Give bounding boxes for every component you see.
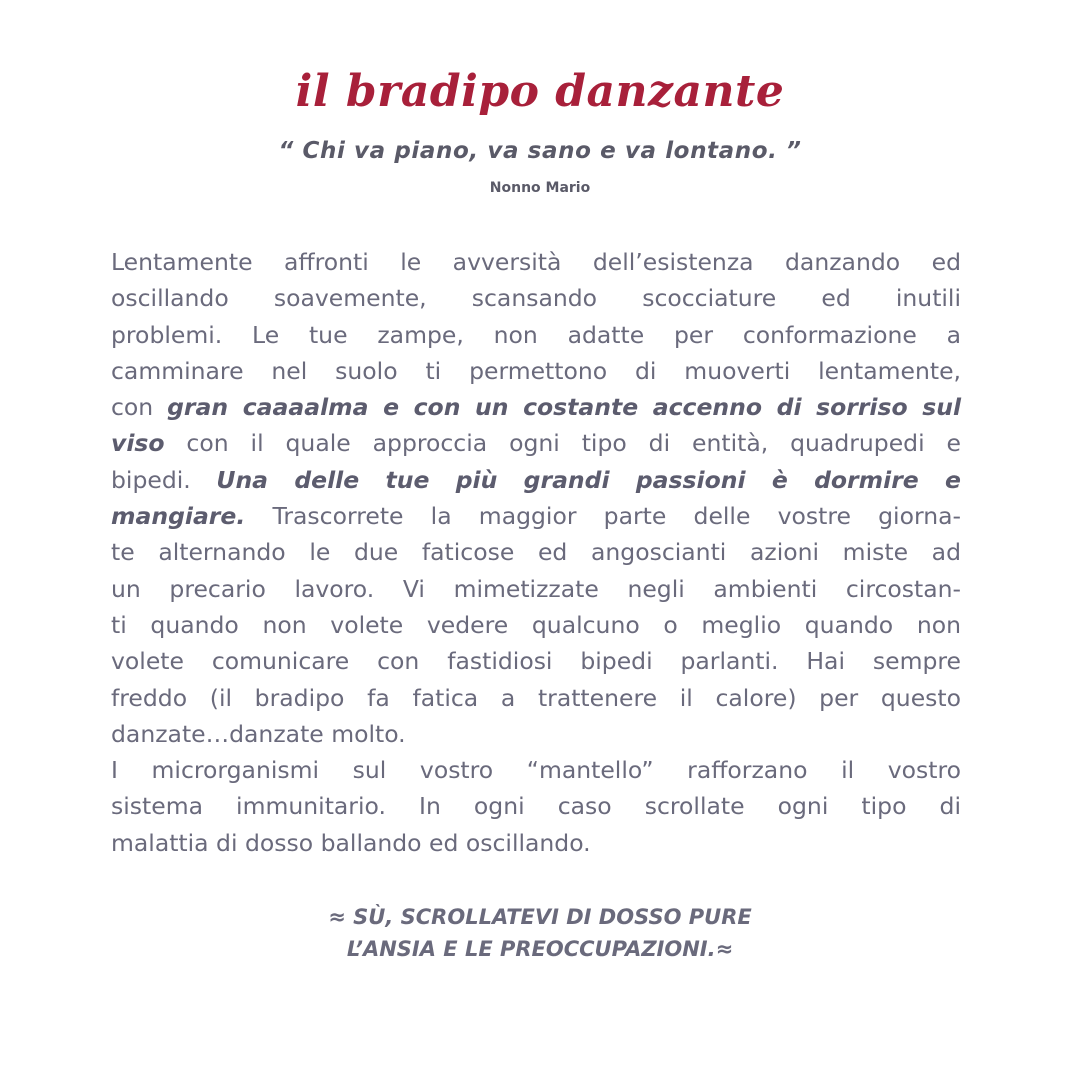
body-text-segment: problemi. Le tue zampe, non adatte per conformazione a [111, 320, 961, 349]
body-line [111, 317, 961, 353]
body-text-segment: malattia di dosso ballando ed oscillando. [111, 828, 591, 857]
body-line [111, 788, 961, 824]
body-line [111, 534, 961, 570]
body-line [111, 425, 961, 461]
emphasis-text: Una delle tue più grandi passioni è dormire e [216, 465, 961, 494]
body-line [111, 280, 961, 316]
closing-line-1: ≈ SÙ, SCROLLATEVI DI DOSSO PURE [328, 905, 752, 929]
body-line [111, 752, 961, 788]
emphasis-text: gran caaaalma e con un costante accenno di sorriso sul [167, 393, 961, 422]
emphasis-text: viso [111, 429, 165, 458]
body-text-segment: sistema immunitario. In ogni caso scrollate ogni tipo di [111, 792, 961, 821]
body-line [111, 825, 961, 861]
page-title: il bradipo danzante [295, 66, 785, 117]
body-text-segment: te alternando le due faticose ed angoscianti azioni miste ad [111, 538, 961, 567]
body-text-segment: volete comunicare con fastidiosi bipedi parlanti. Hai sempre [111, 647, 961, 676]
emphasis-text: mangiare. [111, 502, 246, 531]
body-text-segment: I microrganismi sul vostro “mantello” rafforzano il vostro [111, 756, 961, 785]
body-line [111, 680, 961, 716]
body-text-segment: camminare nel suolo ti permettono di muoverti lentamente, [111, 356, 961, 385]
closing-statement [0, 901, 1080, 965]
quote-author: Nonno Mario [489, 180, 591, 196]
body-line [111, 462, 961, 498]
body-text-segment: con [111, 393, 168, 422]
body-text-segment: bipedi. [111, 465, 217, 494]
body-line [111, 244, 961, 280]
body-text-segment: con il quale approccia ogni tipo di entità, quadrupedi e [164, 429, 961, 458]
body-line [111, 643, 961, 679]
body-line [111, 607, 961, 643]
body-text-segment: ti quando non volete vedere qualcuno o meglio quando non [111, 610, 961, 639]
body-text-segment: Trascorrete la maggior parte delle vostre giorna- [245, 502, 961, 531]
body-text-segment: danzate…danzate molto. [111, 719, 406, 748]
body-line [111, 389, 961, 425]
body-line [111, 498, 961, 534]
body-text-segment: oscillando soavemente, scansando scocciature ed inutili [111, 284, 961, 313]
body-text-segment: freddo (il bradipo fa fatica a trattenere il calore) per questo [111, 683, 961, 712]
closing-line-2: L’ANSIA E LE PREOCCUPAZIONI.≈ [346, 937, 734, 961]
body-line [111, 353, 961, 389]
body-text-segment: Lentamente affronti le avversità dell’esistenza danzando ed [111, 248, 961, 276]
body-text-segment: un precario lavoro. Vi mimetizzate negli ambienti circostan- [111, 574, 961, 603]
body-line [111, 571, 961, 607]
body-line [111, 716, 961, 752]
quote: “ Chi va piano, va sano e va lontano. ” [278, 138, 802, 164]
body-paragraph [111, 244, 961, 861]
